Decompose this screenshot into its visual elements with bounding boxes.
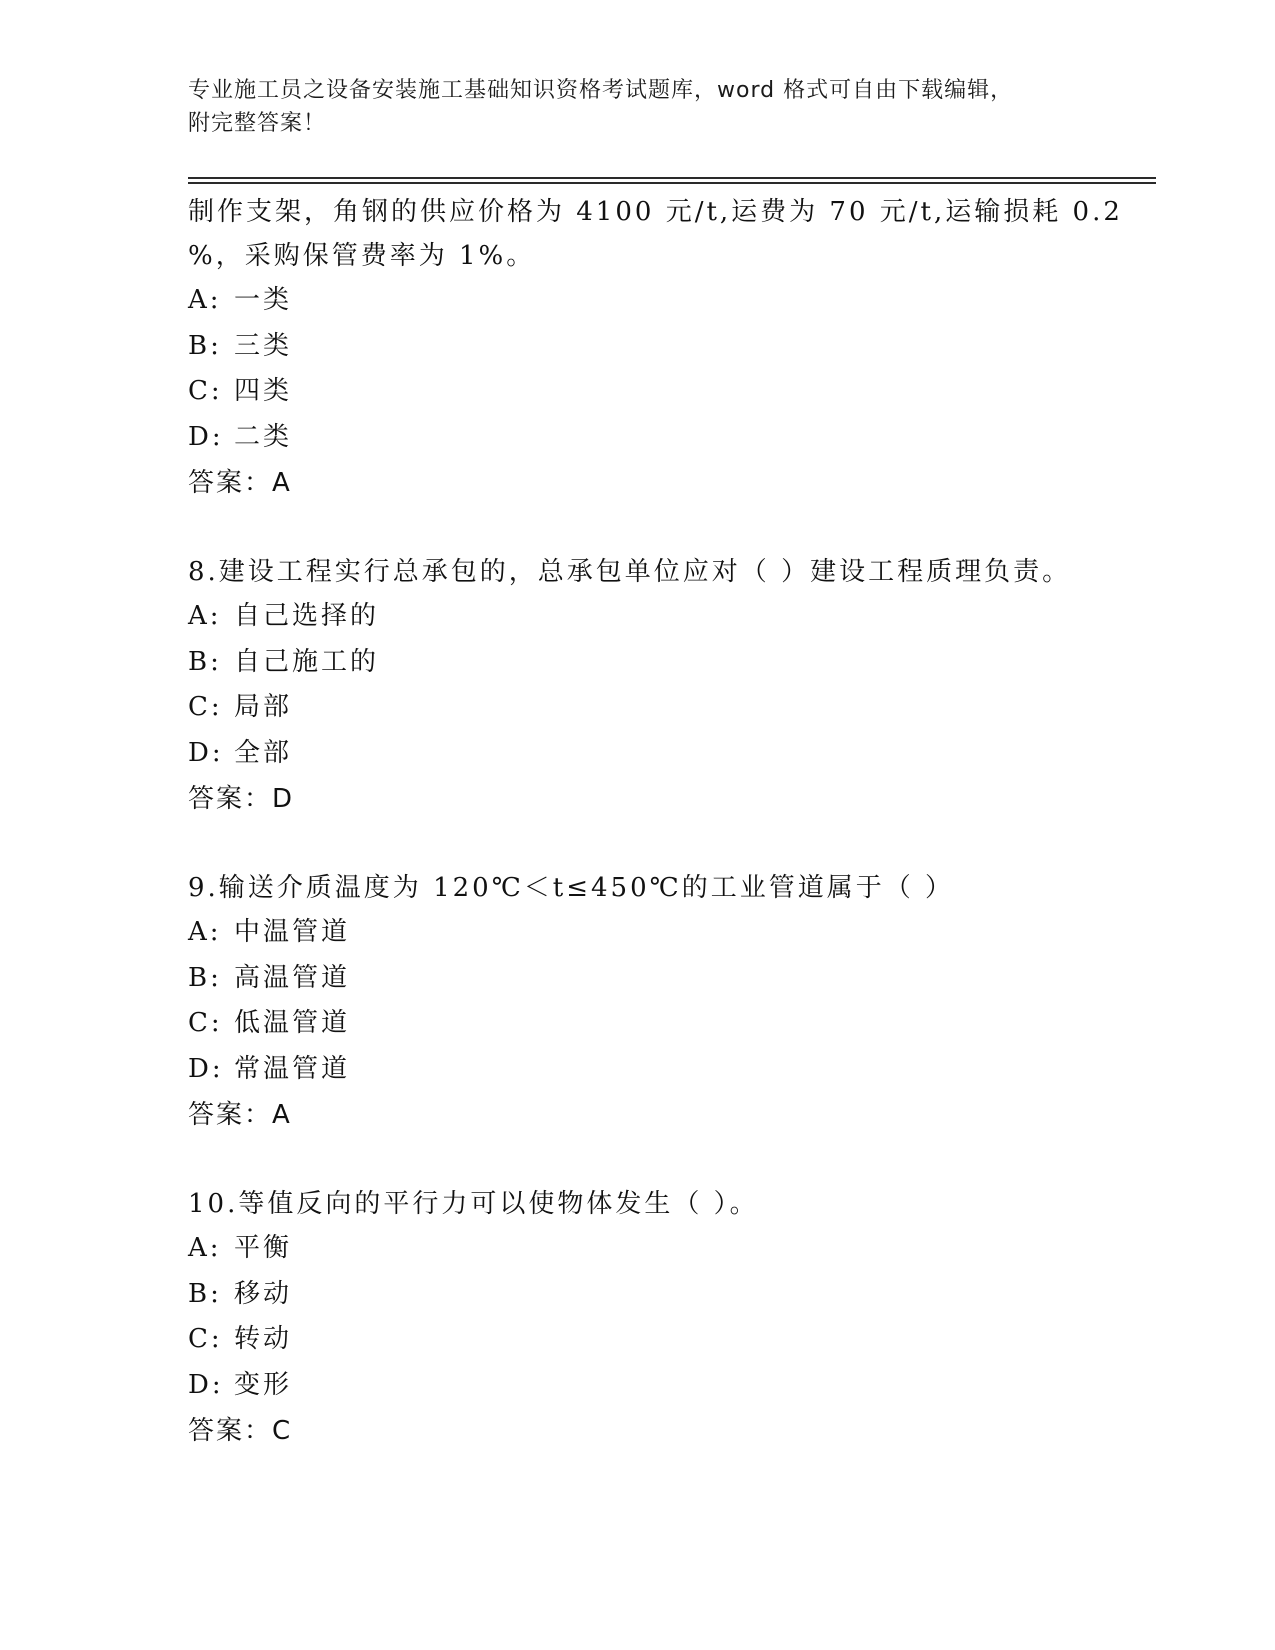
header-double-rule: [188, 177, 1156, 184]
header-line-2: 附完整答案！: [188, 111, 327, 136]
option-key: A:: [188, 601, 222, 631]
option-text: 自己选择的: [234, 601, 380, 631]
question-block: [188, 866, 1088, 1138]
option-key: A:: [188, 285, 222, 315]
rule-line-bottom: [188, 182, 1156, 184]
question-text: %，采购保管费率为 1%。: [188, 241, 536, 271]
option-a: [188, 278, 1088, 324]
option-key: D:: [188, 1369, 224, 1400]
option-key: A:: [188, 917, 222, 947]
option-b: [188, 1272, 1088, 1318]
option-a: [188, 910, 1088, 956]
option-c: [188, 1001, 1088, 1047]
spacer: [188, 822, 1088, 866]
option-text: 局部: [234, 692, 293, 722]
question-text: 9.输送介质温度为 120℃＜t≤450℃的工业管道属于（ ）: [188, 873, 954, 903]
answer-line: 答案：A: [188, 1100, 292, 1130]
option-b: [188, 324, 1088, 370]
question-text: 8.建设工程实行总承包的，总承包单位应对（ ）建设工程质理负责。: [188, 557, 1072, 587]
question-list: [188, 190, 1123, 1454]
option-c: [188, 1317, 1088, 1363]
option-text: 三类: [234, 330, 293, 361]
header-line-1: 专业施工员之设备安装施工基础知识资格考试题库，word 格式可自由下载编辑，: [188, 78, 1014, 103]
answer-line: 答案：D: [188, 784, 295, 814]
option-text: 高温管道: [234, 962, 351, 993]
option-c: [188, 685, 1088, 731]
option-key: C:: [188, 692, 223, 722]
question-block: [188, 190, 1123, 506]
option-text: 转动: [234, 1324, 293, 1354]
spacer: [188, 1138, 1088, 1182]
option-c: [188, 369, 1088, 415]
option-key: B:: [188, 962, 222, 993]
option-text: 常温管道: [234, 1053, 351, 1084]
option-d: [188, 1363, 1088, 1409]
option-d: [188, 1047, 1088, 1093]
question-block: [188, 550, 1088, 822]
option-key: D:: [188, 1053, 224, 1084]
option-key: B:: [188, 1278, 222, 1309]
option-key: C:: [188, 1008, 223, 1038]
option-text: 低温管道: [234, 1008, 351, 1038]
option-text: 全部: [234, 737, 293, 768]
option-d: [188, 731, 1088, 777]
option-b: [188, 956, 1088, 1002]
option-a: [188, 594, 1088, 640]
option-key: B:: [188, 330, 222, 361]
option-a: [188, 1226, 1088, 1272]
option-key: B:: [188, 646, 222, 677]
option-d: [188, 415, 1088, 461]
option-key: D:: [188, 421, 224, 452]
answer-line: 答案：C: [188, 1416, 293, 1446]
option-key: C:: [188, 1324, 223, 1354]
question-block: [188, 1182, 1088, 1454]
option-text: 中温管道: [234, 917, 351, 947]
option-text: 平衡: [234, 1233, 293, 1263]
option-text: 一类: [234, 285, 293, 315]
answer-line: 答案：A: [188, 468, 292, 498]
option-key: A:: [188, 1233, 222, 1263]
document-header: [188, 74, 1068, 140]
question-text: 10.等值反向的平行力可以使物体发生（ ）。: [188, 1189, 759, 1219]
option-key: C:: [188, 376, 223, 406]
spacer: [188, 506, 1088, 550]
option-text: 二类: [234, 421, 293, 452]
option-text: 四类: [234, 376, 293, 406]
option-key: D:: [188, 737, 224, 768]
option-text: 自己施工的: [234, 646, 380, 677]
option-b: [188, 640, 1088, 686]
rule-line-top: [188, 177, 1156, 179]
question-text: 制作支架，角钢的供应价格为 4100 元/t,运费为 70 元/t,运输损耗 0.2: [188, 197, 1123, 227]
option-text: 变形: [234, 1369, 293, 1400]
option-text: 移动: [234, 1278, 293, 1309]
